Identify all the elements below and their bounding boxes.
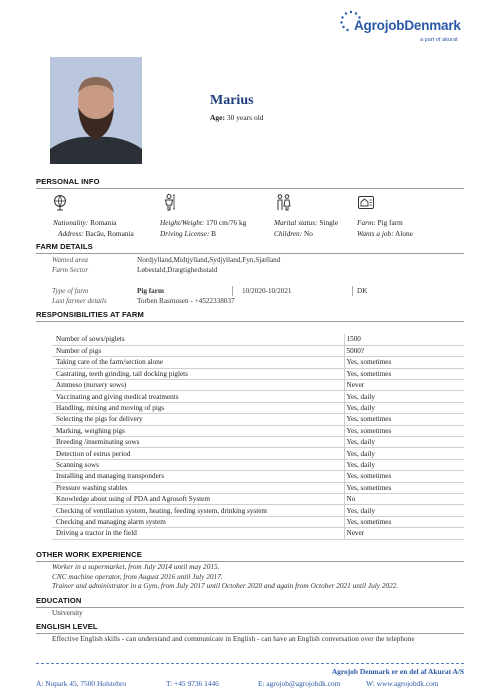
responsibility-task: Marking, weighing pigs [52,425,344,436]
driving-license-value: B [211,229,216,238]
height-weight-value: 170 cm/76 kg [206,218,247,227]
farm-field [357,218,403,227]
table-row [52,448,464,459]
country-value: DK [357,287,368,295]
marital-status-label: Marital status: [274,218,318,227]
table-row [52,437,464,448]
period-value: 10/2020-10/2021 [242,287,292,295]
candidate-photo [50,57,142,164]
table-row [52,505,464,516]
footer-phone: T: +45 9736 1446 [166,679,219,688]
responsibility-frequency: Yes, daily [344,505,464,516]
footer-divider [36,663,464,664]
english-level-title: ENGLISH LEVEL [36,622,98,631]
nationality-label: Nationality: [53,218,89,227]
table-row [52,334,464,345]
children-label: Children: [274,229,303,238]
barn-icon [357,194,375,212]
family-icon [275,193,293,211]
height-weight-field [160,218,246,227]
table-row [52,368,464,379]
responsibility-task: Number of pigs [52,345,344,356]
other-experience-list [52,562,464,591]
responsibility-frequency: Yes, sometimes [344,516,464,527]
table-row [52,459,464,470]
candidate-portrait-image [50,57,142,164]
farm-value: Pig farm [377,218,403,227]
person-icon [160,193,178,211]
table-row [52,391,464,402]
table-row [52,357,464,368]
responsibility-frequency: Yes, daily [344,448,464,459]
footer-website[interactable]: W: www.agrojobdk.com [366,679,439,688]
children-value: No [303,229,313,238]
responsibility-frequency: 5000? [344,345,464,356]
responsibility-frequency: Never [344,528,464,539]
brand-tagline: a part of akurat [420,37,458,43]
globe-pin-icon [51,194,69,212]
english-level-value: Effective English skills - can understand and communicate in English - can have an English conversation over the telephone [52,634,415,643]
table-row [52,425,464,436]
section-divider [36,188,464,189]
personal-info-title: PERSONAL INFO [36,177,100,186]
responsibility-frequency: No [344,493,464,504]
nationality-field [53,218,116,227]
address-field [58,229,134,238]
responsibility-task: Checking of ventilation system, heating, feeding system, drinking system [52,505,344,516]
responsibility-task: Ammeso (nursery sows) [52,380,344,391]
responsibility-task: Detection of estrus period [52,448,344,459]
responsibilities-table [52,334,464,540]
responsibility-frequency: Yes, sometimes [344,471,464,482]
responsibility-frequency: Never [344,380,464,391]
responsibility-task: Driving a tractor in the field [52,528,344,539]
nationality-value: Romania [90,218,117,227]
table-row [52,493,464,504]
responsibility-task: Breeding /inseminating sows [52,437,344,448]
height-weight-label: Height/Weight: [160,218,205,227]
footer-company-line: Agrojob Denmark er en del af Akurat A/S [331,667,464,676]
responsibility-task: Vaccinating and giving medical treatments [52,391,344,402]
wanted-area-value: Nordjylland,Midtjylland,Sydjylland,Fyn,Sjælland [137,256,281,264]
address-label: Address: [58,229,84,238]
table-row [52,402,464,413]
responsibility-frequency: Yes, sometimes [344,357,464,368]
responsibility-frequency: Yes, sometimes [344,425,464,436]
farm-details-title: FARM DETAILS [36,242,93,251]
responsibility-task: Knowledge about using of PDA and Agrosoft System [52,493,344,504]
responsibility-task: Taking care of the farm/section alone [52,357,344,368]
responsibility-task: Pressure washing stables [52,482,344,493]
marital-status-value: Single [319,218,339,227]
brand-name: AgrojobDenmark [354,18,461,33]
age-label: Age: [210,113,225,122]
responsibility-frequency: Yes, sometimes [344,414,464,425]
responsibility-task: Selecting the pigs for delivery [52,414,344,425]
responsibility-frequency: Yes, daily [344,437,464,448]
type-of-farm-value: Pig farm [137,287,164,295]
table-row [52,380,464,391]
marital-status-field [274,218,338,227]
section-divider [36,321,464,322]
responsibility-task: Checking and managing alarm system [52,516,344,527]
experience-line: Trainer and administrator in a Gym, from July 2017 until October 2020 and again from October 2021 until July 2022. [52,581,399,591]
responsibilities-title: RESPONSIBILITIES AT FARM [36,310,144,319]
responsibility-frequency: Yes, daily [344,391,464,402]
responsibility-task: Castrating, teeth grinding, tail docking piglets [52,368,344,379]
farm-sector-value: Løbestald,Drægtighedsstald [137,266,218,274]
candidate-name: Marius [210,93,254,108]
footer-email[interactable]: E: agrojob@agrojobdk.com [258,679,341,688]
footer-address: A: Nupark 45, 7500 Holstebro [36,679,127,688]
education-value: University [52,608,83,617]
wanted-area-label: Wanted area [52,256,88,264]
farm-sector-label: Farm Sector [52,266,89,274]
responsibility-task: Installing and managing transponders [52,471,344,482]
responsibility-frequency: Yes, daily [344,402,464,413]
address-value: Bacău, Romania [85,229,134,238]
type-of-farm-label: Type of farm [52,287,89,295]
last-farmer-value: Torben Rasmusen - +4522338037 [137,297,235,305]
age-value: 30 years old [226,113,264,122]
other-experience-title: OTHER WORK EXPERIENCE [36,550,142,559]
responsibility-frequency: Yes, daily [344,459,464,470]
farm-label: Farm: [357,218,376,227]
table-row [52,482,464,493]
table-row [52,345,464,356]
wants-job-field [357,229,413,238]
table-row [52,528,464,539]
responsibility-frequency: Yes, sometimes [344,368,464,379]
column-divider [352,286,353,296]
responsibility-task: Scanning sows [52,459,344,470]
responsibility-task: Number of sows/piglets [52,334,344,345]
wants-job-value: Alone [395,229,413,238]
education-title: EDUCATION [36,596,82,605]
children-field [274,229,313,238]
responsibility-task: Handling, mixing and moving of pigs [52,402,344,413]
candidate-age [210,113,264,122]
driving-license-field [160,229,216,238]
table-row [52,516,464,527]
experience-line: CNC machine operator, from August 2016 until July 2017. [52,571,223,581]
experience-line: Worker in a supermarket, from July 2014 until may 2015. [52,562,220,571]
column-divider [232,286,233,296]
last-farmer-label: Last farmer details [52,297,107,305]
table-row [52,471,464,482]
responsibilities-table-body [52,334,464,539]
responsibility-frequency: Yes, sometimes [344,482,464,493]
driving-license-label: Driving License: [160,229,210,238]
agrojob-logo [340,10,490,50]
section-divider [36,253,464,254]
wants-job-label: Wants a job: [357,229,394,238]
table-row [52,414,464,425]
responsibility-frequency: 1500 [344,334,464,345]
